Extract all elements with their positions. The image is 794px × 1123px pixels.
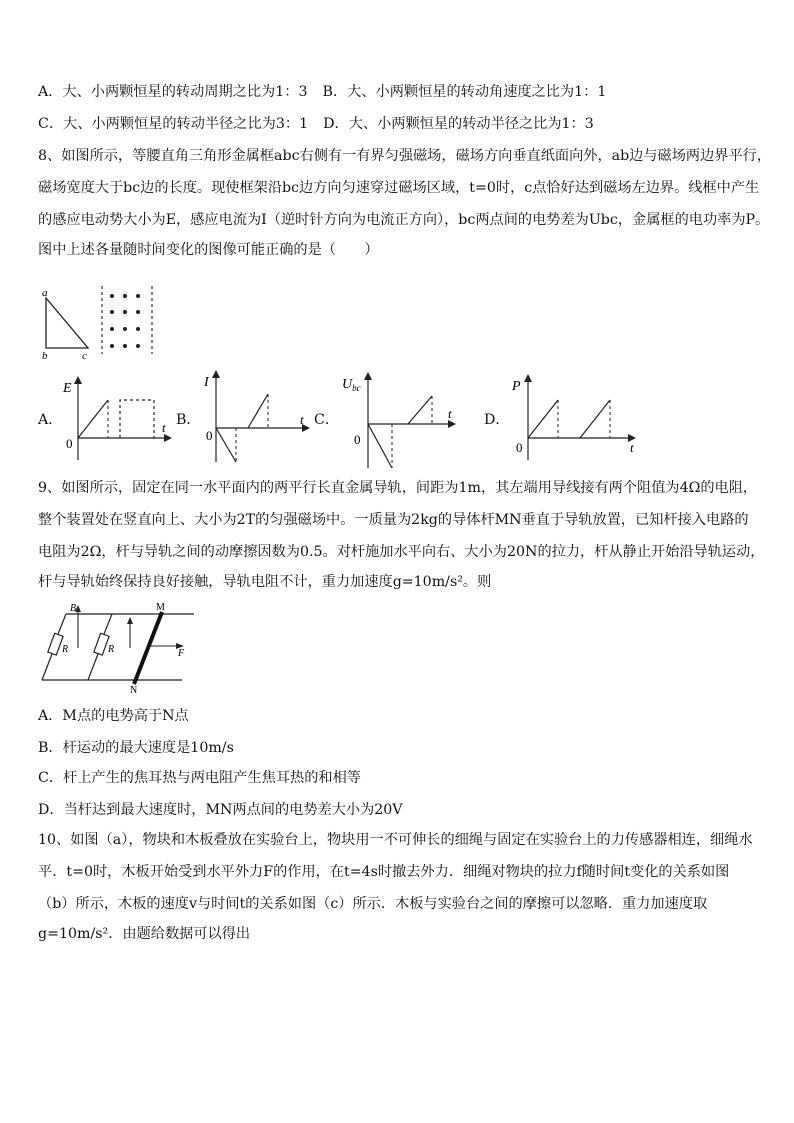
q8-graph-d xyxy=(506,370,646,462)
graph-c-negative-ramp xyxy=(368,424,392,468)
q10-stem-line1: 10、如图（a），物块和木板叠放在实验台上，物块用一不可伸长的细绳与固定在实验台上的力传感器相连，细绳水 xyxy=(38,832,753,848)
rod-mn xyxy=(134,612,162,684)
q9-stem-line4: 杆与导轨始终保持良好接触，导轨电阻不计，重力加速度g=10m/s²。则 xyxy=(38,574,492,590)
graph-d-axis-label: P xyxy=(512,379,521,394)
label-m: M xyxy=(156,602,165,613)
graph-a-origin: 0 xyxy=(66,436,73,451)
f-label: F xyxy=(178,648,185,659)
resistor-2 xyxy=(94,633,109,655)
q8-graph-a xyxy=(58,372,178,464)
q8-stem-line1: 8、如图所示，等腰直角三角形金属框abc右侧有一有界匀强磁场，磁场方向垂直纸面向外，ab边与磁场两边界平行， xyxy=(38,148,772,164)
label-c: c xyxy=(82,350,87,360)
graph-c-axis-label: $U_{bc}$ xyxy=(342,377,361,393)
q7-option-a: A．大、小两颗恒星的转动周期之比为1：3 xyxy=(38,84,308,100)
resistor-1-label: R xyxy=(62,644,69,655)
graph-d-ramp-1 xyxy=(528,400,558,438)
graph-c-positive-ramp xyxy=(408,396,432,424)
q8-option-a-label: A． xyxy=(38,412,63,428)
field-dots xyxy=(110,294,140,348)
q8-option-d-label: D． xyxy=(484,412,510,428)
graph-a-axis-label: E xyxy=(63,381,72,396)
graph-a-t-label: t xyxy=(162,420,166,435)
graph-a-pulse xyxy=(120,400,154,438)
graph-b-axis-label: I xyxy=(204,375,209,390)
q8-graph-b xyxy=(196,368,316,464)
q8-stem-line4: 图中上述各量随时间变化的图像可能正确的是（ ） xyxy=(38,242,379,258)
q8-stem-line2: 磁场宽度大于bc边的长度。现使框架沿bc边方向匀速穿过磁场区域，t=0时，c点恰好达到磁场左边界。线框中产生 xyxy=(38,180,760,196)
q9-option-d: D．当杆达到最大速度时，MN两点间的电势差大小为20V xyxy=(38,802,403,818)
q9-option-a: A．M点的电势高于N点 xyxy=(38,708,189,724)
q8-option-c-label: C． xyxy=(314,412,340,428)
q9-option-c: C．杆上产生的焦耳热与两电阻产生焦耳热的和相等 xyxy=(38,770,361,786)
q10-stem-line4: g=10m/s²．由题给数据可以得出 xyxy=(38,926,251,942)
q8-option-b-label: B． xyxy=(176,412,201,428)
q7-option-b: B．大、小两颗恒星的转动角速度之比为1：1 xyxy=(322,84,607,100)
graph-b-t-label: t xyxy=(300,412,304,427)
graph-a-ramp xyxy=(78,400,108,438)
q8-graph-c xyxy=(338,368,462,470)
q7-option-d: D．大、小两颗恒星的转动半径之比为1：3 xyxy=(323,116,594,132)
q10-stem-line3: （b）所示，木板的速度v与时间t的关系如图（c）所示．木板与实验台之间的摩擦可以忽略．重力加速度取 xyxy=(38,896,708,912)
resistor-1 xyxy=(48,633,63,655)
graph-b-origin: 0 xyxy=(206,428,213,443)
label-n: N xyxy=(130,685,138,696)
graph-d-ramp-2 xyxy=(580,400,610,438)
q7-options-cd xyxy=(38,114,594,134)
label-a: a xyxy=(42,287,48,299)
q9-stem-line2: 整个装置处在竖直向上、大小为2T的匀强磁场中。一质量为2kg的导体杆MN垂直于导轨放置，已知杆接入电路的 xyxy=(38,512,749,528)
q7-option-c: C．大、小两颗恒星的转动半径之比为3：1 xyxy=(38,116,309,132)
graph-d-origin: 0 xyxy=(516,440,523,455)
q7-options-ab xyxy=(38,82,606,102)
triangle-frame xyxy=(46,298,88,348)
graph-d-t-label: t xyxy=(630,440,634,455)
q9-circuit-figure xyxy=(38,600,198,696)
q9-stem-line3: 电阻为2Ω，杆与导轨之间的动摩擦因数为0.5。对杆施加水平向右、大小为20N的拉力，杆从静止开始沿导轨运动， xyxy=(38,544,765,560)
q8-magnetic-field xyxy=(96,284,160,356)
q9-stem-line1: 9、如图所示，固定在同一水平面内的两平行长直金属导轨，间距为1m，其左端用导线接有两个阻值为4Ω的电阻， xyxy=(38,480,758,496)
resistor-2-label: R xyxy=(108,644,115,655)
graph-b-positive-ramp xyxy=(248,394,268,428)
graph-c-t-label: t xyxy=(448,406,452,421)
label-b: b xyxy=(42,350,48,360)
b-label: B xyxy=(70,603,77,614)
q9-option-b: B．杆运动的最大速度是10m/s xyxy=(38,740,234,756)
graph-b-negative-ramp xyxy=(216,428,236,462)
graph-c-origin: 0 xyxy=(354,432,361,447)
q10-stem-line2: 平．t=0时，木板开始受到水平外力F的作用，在t=4s时撤去外力．细绳对物块的拉力f随时间t变化的关系如图 xyxy=(38,864,730,880)
q8-stem-line3: 的感应电动势大小为E，感应电流为I（逆时针方向为电流正方向），bc两点间的电势差为Ubc，金属框的电功率为P。 xyxy=(38,212,770,228)
